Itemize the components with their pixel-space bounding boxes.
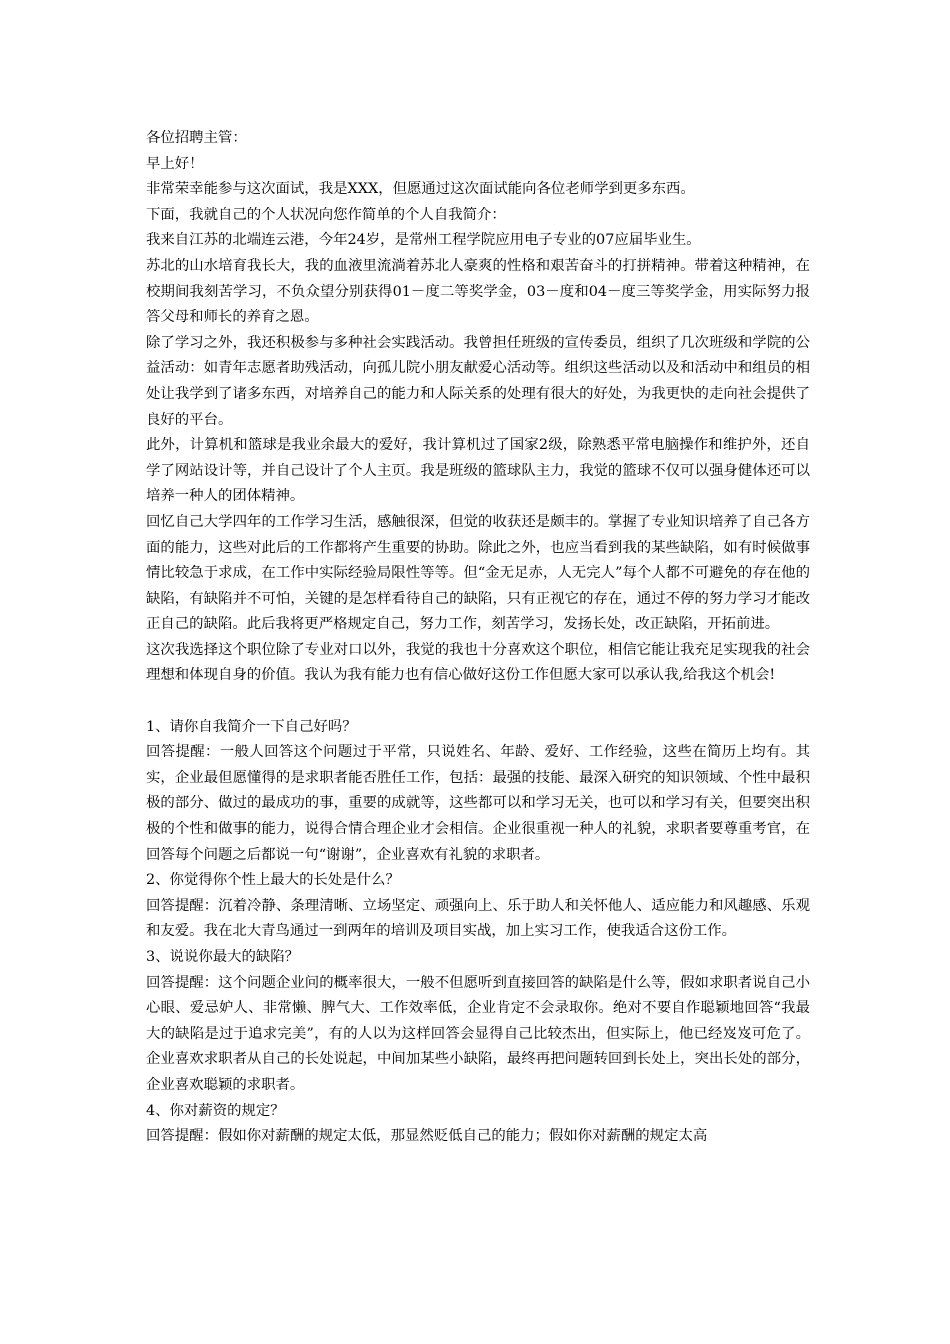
- answer-paragraph: 回答提醒：假如你对薪酬的规定太低，那显然贬低自己的能力；假如你对薪酬的规定太高: [146, 1128, 708, 1145]
- intro-paragraph: 除了学习之外，我还积极参与多种社会实践活动。我曾担任班级的宣传委员，组织了几次班级和学院的公益活动：如青年志愿者助残活动，向孤儿院小朋友献爱心活动等。组织这些活动以及和活动中和组员的相处让我学到了诸多东西，对培养自己的能力和人际关系的处理有很大的好处，为我更快的走向社会提供了良好的平台。: [146, 334, 810, 428]
- intro-paragraph: 苏北的山水培育我长大，我的血液里流淌着苏北人豪爽的性格和艰苦奋斗的打拼精神。带着这种精神，在校期间我刻苦学习，不负众望分别获得01－度二等奖学金，03－度和04－度三等奖学金，用实际努力报答父母和师长的养育之恩。: [146, 257, 810, 326]
- question-heading: 1、请你自我简介一下自己好吗？: [146, 718, 357, 735]
- answer-paragraph: 回答提醒：沉着冷静、条理清晰、立场坚定、顽强向上、乐于助人和关怀他人、适应能力和风趣感、乐观和友爱。我在北大青鸟通过一到两年的培训及项目实战，加上实习工作，使我适合这份工作。: [146, 897, 810, 940]
- question-heading: 3、说说你最大的缺陷？: [146, 949, 300, 965]
- document-page: [146, 126, 810, 1150]
- intro-paragraph: 非常荣幸能参与这次面试，我是XXX，但愿通过这次面试能向各位老师学到更多东西。: [146, 181, 695, 198]
- greeting-line: 各位招聘主管：: [146, 130, 247, 146]
- answer-paragraph: 回答提醒：这个问题企业问的概率很大，一般不但愿听到直接回答的缺陷是什么等，假如求职者说自己小心眼、爱忌妒人、非常懒、脾气大、工作效率低，企业肯定不会录取你。绝对不要自作聪颖地回答“我最大的缺陷是过于追求完美”，有的人以为这样回答会显得自己比较杰出，但实际上，他已经岌岌可危了。企业喜欢求职者从自己的长处说起，中间加某些小缺陷，最终再把问题转回到长处上，突出长处的部分，企业喜欢聪颖的求职者。: [146, 974, 810, 1093]
- question-heading: 4、你对薪资的规定？: [146, 1102, 285, 1119]
- intro-paragraph: 下面，我就自己的个人状况向您作简单的个人自我简介：: [146, 206, 506, 223]
- intro-paragraph: 这次我选择这个职位除了专业对口以外，我觉的我也十分喜欢这个职位，相信它能让我充足实现我的社会理想和体现自身的价值。我认为我有能力也有信心做好这份工作但愿大家可以承认我,给我这个机会!: [146, 641, 810, 684]
- intro-paragraph: 回忆自己大学四年的工作学习生活，感触很深，但觉的收获还是颇丰的。掌握了专业知识培养了自己各方面的能力，这些对此后的工作都将产生重要的协助。除此之外，也应当看到我的某些缺陷，如有时候做事情比较急于求成，在工作中实际经验局限性等等。但“金无足赤，人无完人”每个人都不可避免的存在他的缺陷，有缺陷并不可怕，关键的是怎样看待自己的缺陷，只有正视它的存在，通过不停的努力学习才能改正自己的缺陷。此后我将更严格规定自己，努力工作，刻苦学习，发扬长处，改正缺陷，开拓前进。: [146, 513, 810, 633]
- question-heading: 2、你觉得你个性上最大的长处是什么？: [146, 872, 400, 889]
- answer-paragraph: 回答提醒：一般人回答这个问题过于平常，只说姓名、年龄、爱好、工作经验，这些在简历上均有。其实，企业最但愿懂得的是求职者能否胜任工作，包括：最强的技能、最深入研究的知识领域、个性中最积极的部分、做过的最成功的事，重要的成就等，这些都可以和学习无关，也可以和学习有关，但要突出积极的个性和做事的能力，说得合情合理企业才会相信。企业很重视一种人的礼貌，求职者要尊重考官，在回答每个问题之后都说一句“谢谢”，企业喜欢有礼貌的求职者。: [146, 744, 810, 863]
- blank-line: [146, 689, 810, 715]
- intro-paragraph: 我来自江苏的北端连云港，今年24岁，是常州工程学院应用电子专业的07应届毕业生。: [146, 232, 701, 249]
- salutation-line: 早上好！: [146, 155, 204, 172]
- intro-paragraph: 此外，计算机和篮球是我业余最大的爱好，我计算机过了国家2级，除熟悉平常电脑操作和维护外，还自学了网站设计等，并自己设计了个人主页。我是班级的篮球队主力，我觉的篮球不仅可以强身健体还可以培养一种人的团体精神。: [146, 437, 810, 505]
